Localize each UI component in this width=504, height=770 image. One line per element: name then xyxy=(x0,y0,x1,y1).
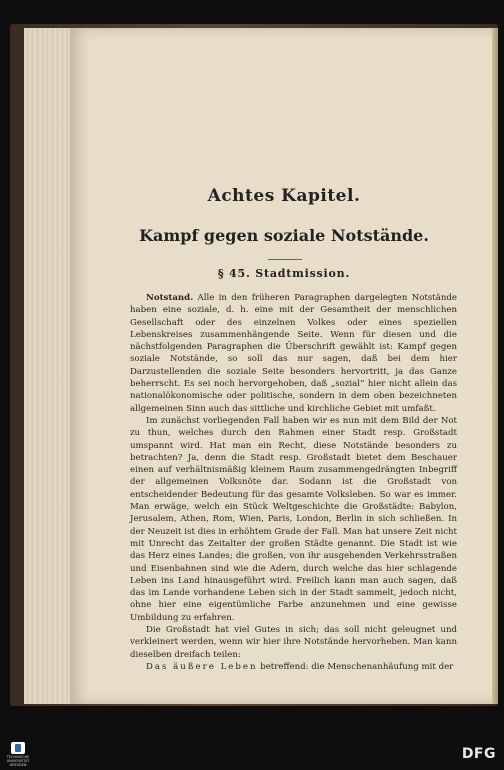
paragraph-lead: Notstand. xyxy=(146,293,194,303)
title-divider xyxy=(268,259,302,260)
chapter-subtitle: Kampf gegen soziale Notstände. xyxy=(139,226,429,245)
paragraph xyxy=(130,661,457,673)
chapter-title: Achtes Kapitel. xyxy=(207,186,361,206)
paragraph xyxy=(130,292,457,415)
page-edges xyxy=(24,28,76,704)
paragraph xyxy=(130,415,457,624)
paragraph-text: Die Großstadt hat viel Gutes in sich; das soll nicht geleugnet und verkleinert werden, wenn wir hier ihre Notstände hervorheben. Man kann dieselben dreifach teilen: xyxy=(130,625,457,660)
spaced-phrase: Das äußere Leben xyxy=(146,661,258,672)
dfg-logo: DFG xyxy=(461,746,496,762)
section-heading: § 45. Stadtmission. xyxy=(217,267,351,280)
paragraph-text: betreffend: die Menschenanhäufung mit der xyxy=(257,661,454,672)
paragraph-text: Im zunächst vorliegenden Fall haben wir es nun mit dem Bild der Not zu thun, welches durch den Rahmen einer Stadt resp. Großstadt umspannt wird. Hat man ein Recht, diese Notstände besonders zu betrachten? Ja, denn die Stadt resp. Großstadt bietet dem Beschauer einen auf verhältnismäßig kleinem Raum zusammengedrängten Inbegriff der allgemeinen Volksnöte dar. Sodann ist die Großstadt von entscheidender Bedeutung für das gesamte Volksleben. So war es immer. Man erwäge, welch ein Stück Weltgeschichte die Großstädte: Babylon, Jerusalem, Athen, Rom, Wien, Paris, London, Berlin in sich schließen. In der Neuzeit ist dies in erhöhtem Grade der Fall. Man hat unsere Zeit nicht mit Unrecht das Zeitalter der großen Städte genannt. Die Stadt ist wie das Herz eines Landes; die großen, von ihr ausgehenden Verkehrsstraßen und Eisenbahnen sind wie die Adern, durch welche das hier schlagende Leben ins Land hinausgeführt wird. Freilich kann man auch sagen, daß das im Lande vorhandene Leben sich in der Stadt sammelt, jedoch nicht, ohne hier eine eigentümliche Farbe anzunehmen und eine gewisse Umbildung zu erfahren. xyxy=(130,415,457,623)
library-logo xyxy=(4,742,32,768)
page-right-edge xyxy=(492,28,498,704)
library-logo-icon xyxy=(11,742,25,754)
paragraph-text: Alle in den früheren Paragraphen dargelegten Notstände haben eine soziale, d. h. eine mit der Gesamtheit der menschlichen Gesellschaft oder des einzelnen Volkes oder eines speziellen Lebenskreises zusammenhängende Seite. Wenn für diesen und die nächstfolgenden Paragraphen die Überschrift gewählt ist: Kampf gegen soziale Notstände, so soll das nur sagen, daß bei dem hier Darzustellenden die soziale Seite besonders hervortritt, ja das Ganze beherrscht. Es sei noch hervorgehoben, daß „sozial“ hier nicht allein das nationalökonomische oder politische, sondern in dem oben bezeichneten allgemeinen Sinn auch das sittliche und kirchliche Gebiet mit umfaßt. xyxy=(130,293,457,414)
body-text xyxy=(130,292,457,673)
library-logo-text: TECHNISCHE UNIVERSITÄT DRESDEN xyxy=(6,755,30,767)
viewer-footer xyxy=(0,738,504,770)
paragraph xyxy=(130,624,457,661)
